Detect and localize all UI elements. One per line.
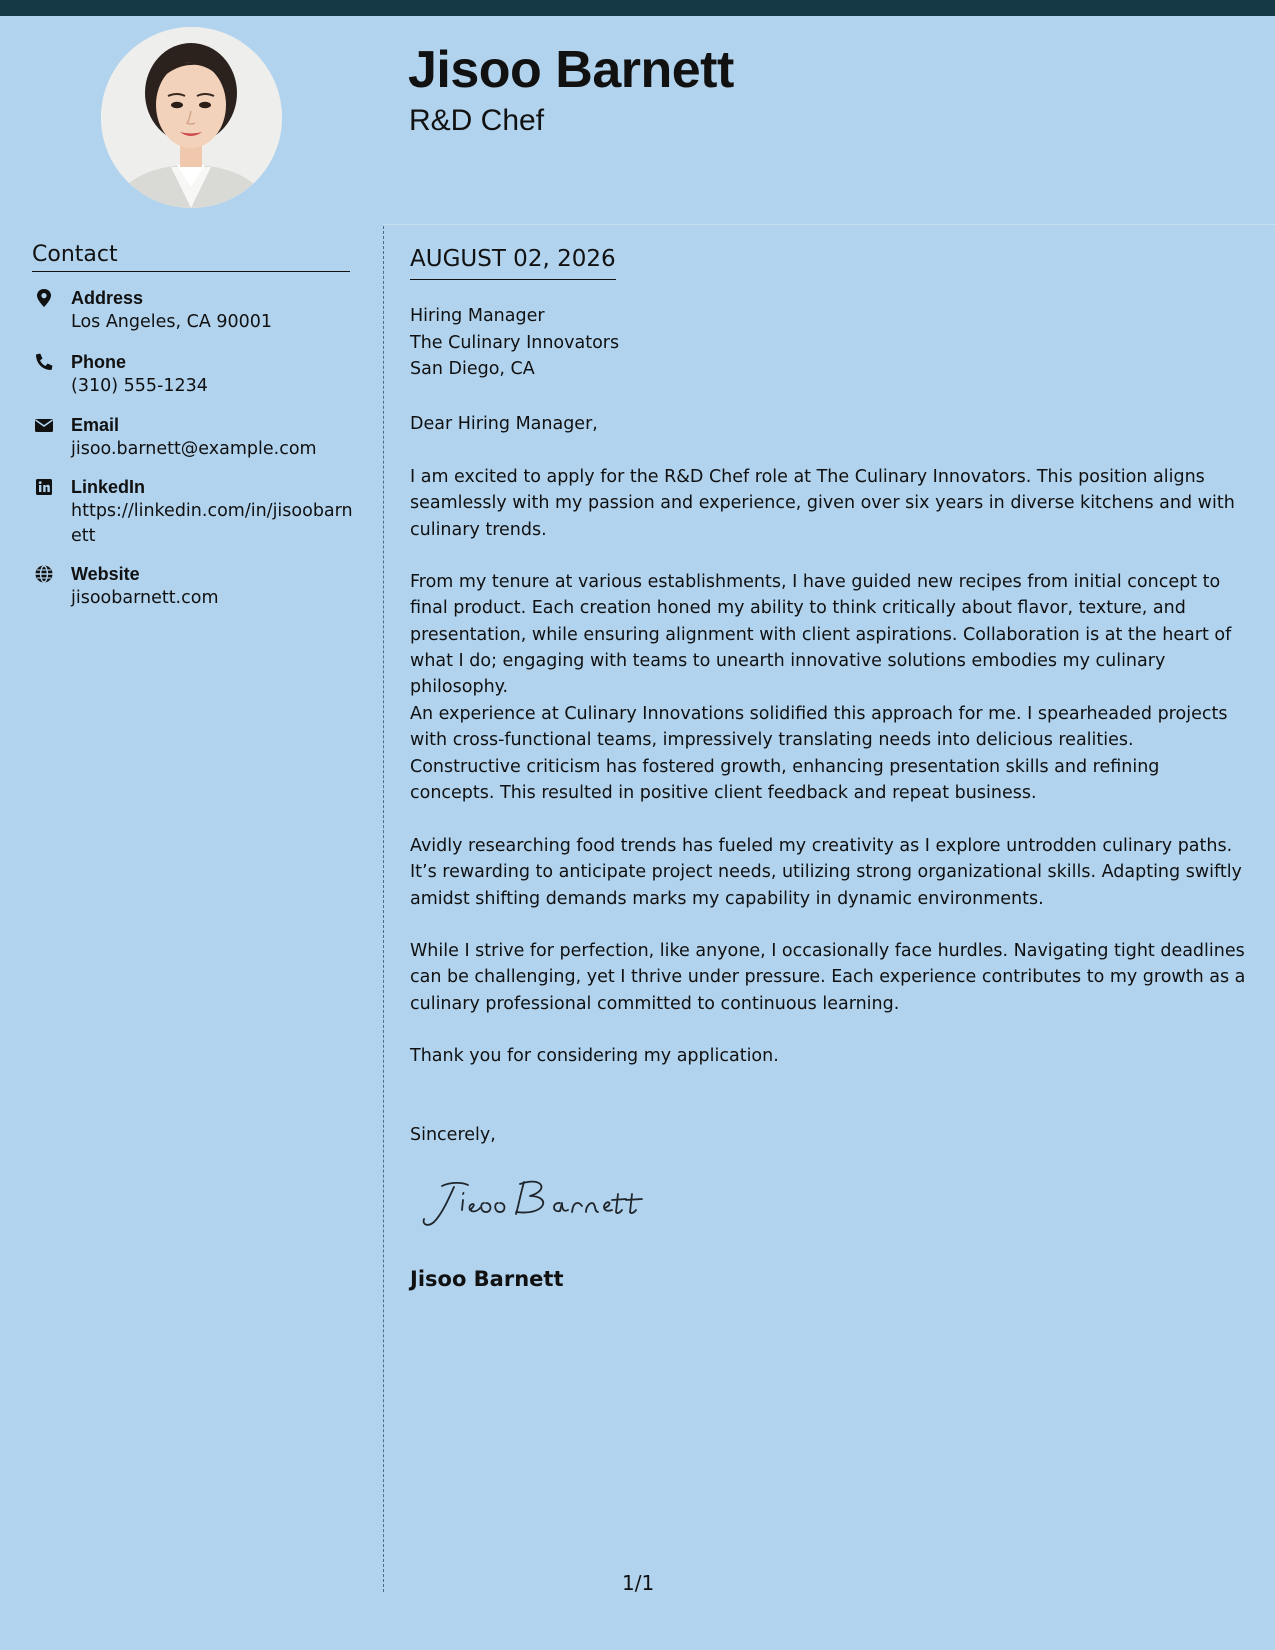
signer-name: Jisoo Barnett [410, 1267, 564, 1291]
job-title: R&D Chef [409, 104, 545, 137]
salutation: Dear Hiring Manager, [410, 414, 598, 434]
handwritten-signature [420, 1170, 670, 1240]
globe-icon [32, 564, 56, 584]
header-divider [383, 224, 1275, 225]
website-value: jisoobarnett.com [71, 588, 219, 608]
phone-label: Phone [71, 352, 127, 372]
recipient-block [410, 303, 619, 383]
signature-icon [420, 1170, 670, 1240]
address-value: Los Angeles, CA 90001 [71, 312, 273, 332]
email-label: Email [71, 415, 120, 435]
body-paragraph: I am excited to apply for the R&D Chef role at The Culinary Innovators. This position aligns seamlessly with my passion and experience, given over six years in diverse kitchens and with culinary trends. [410, 467, 1235, 540]
email-value: jisoo.barnett@example.com [71, 439, 317, 459]
map-pin-icon [32, 288, 56, 308]
recipient-company: The Culinary Innovators [410, 332, 620, 353]
website-label: Website [71, 564, 140, 584]
envelope-icon [32, 415, 56, 435]
letter-date: AUGUST 02, 2026 [410, 244, 616, 280]
linkedin-label: LinkedIn [71, 477, 146, 497]
candidate-name: Jisoo Barnett [408, 41, 734, 99]
body-paragraph: Avidly researching food trends has fueled my creativity as I explore untrodden culinary paths. It’s rewarding to anticipate project needs, utilizing strong organizational skills. Adapting swiftly amidst shifting demands marks my capability in dynamic environments. [410, 836, 1242, 909]
portrait-photo-icon [101, 27, 282, 208]
address-label: Address [71, 288, 144, 308]
column-divider [383, 226, 384, 1592]
recipient-title: Hiring Manager [410, 306, 545, 326]
linkedin-value: https://linkedin.com/in/jisoobarnett [71, 501, 353, 546]
top-accent-bar [0, 0, 1275, 16]
body-paragraph: From my tenure at various establishments, I have guided new recipes from initial concept to final product. Each creation honed my ability to think critically about flavor, texture, and presentation, while ensuring alignment with client aspirations. Collaboration is at the heart of what I do; engaging with teams to unearth innovative solutions embodies my culinary philosophy. [410, 572, 1232, 698]
body-paragraph: An experience at Culinary Innovations solidified this approach for me. I spearheaded projects with cross-functional teams, impressively translating needs into delicious realities. Constructive criticism has fostered growth, enhancing presentation skills and refining concepts. This resulted in positive client feedback and repeat business. [410, 704, 1228, 803]
body-paragraph: Thank you for considering my application. [410, 1046, 779, 1066]
page-number: 1/1 [622, 1571, 655, 1595]
linkedin-icon [32, 477, 56, 497]
body-paragraph: While I strive for perfection, like anyone, I occasionally face hurdles. Navigating tight deadlines can be challenging, yet I thrive under pressure. Each experience contributes to my growth as a culinary professional committed to continuous learning. [410, 941, 1246, 1014]
closing: Sincerely, [410, 1125, 496, 1145]
contact-heading: Contact [32, 240, 350, 272]
phone-icon [32, 352, 56, 372]
recipient-location: San Diego, CA [410, 359, 535, 379]
profile-photo [101, 27, 282, 208]
phone-value: (310) 555-1234 [71, 376, 208, 396]
